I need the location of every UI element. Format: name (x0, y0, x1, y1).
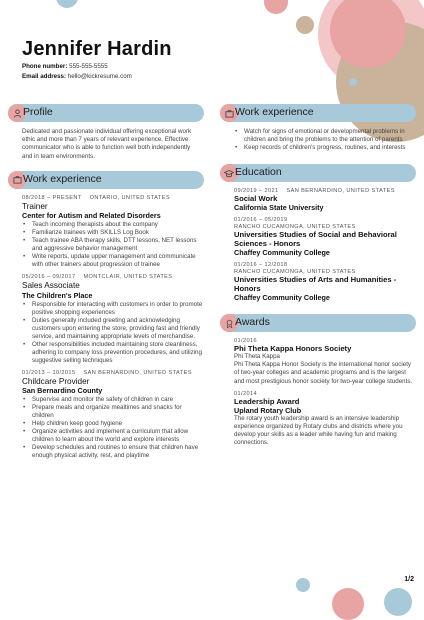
bullet-item: • Help children keep good hygiene (32, 420, 204, 428)
award-item (220, 391, 416, 448)
work-location: MONTCLAIR, UNITED STATES (83, 274, 173, 281)
decor-circle (384, 588, 412, 616)
work-org: The Children's Place (22, 290, 93, 300)
award-name: Leadership Award (234, 396, 300, 406)
work-dates: 08/2018 – PRESENT (22, 194, 82, 201)
contact-info (22, 62, 132, 82)
work-dates: 05/2016 – 09/2017 (22, 274, 76, 281)
section-title: Profile (23, 106, 53, 118)
work-location: ONTARIO, UNITED STATES (89, 194, 170, 201)
section-header-profile (8, 104, 204, 122)
bullet-item: • Develop schedules and routines to ensure that children have enough physical activity, rest, and playtime (32, 444, 204, 460)
section-title: Work experience (235, 106, 314, 118)
work-org: Center for Autism and Related Disorders (22, 211, 161, 221)
award-item (220, 338, 416, 386)
section-header-work-experience (8, 171, 204, 189)
bullet-item: • Watch for signs of emotional or developmental problems in children and bring the problems to the attention of parents (244, 128, 416, 144)
page-number: 1/2 (404, 576, 414, 583)
bullet-item: • Duties generally included greeting and acknowledging customers upon entering the store, providing fast and friendly service, and maintaining appropriate levels of merchandise. (32, 317, 204, 341)
education-dates: 09/2019 – 2021 (234, 188, 279, 194)
work-role: Sales Associate (22, 281, 80, 291)
bullet-item: • Keep records of children's progress, routines, and interests (244, 144, 416, 152)
section-header-awards (220, 314, 416, 332)
decor-circle (349, 78, 357, 86)
section-title: Awards (235, 316, 270, 328)
award-date: 01/2016 (234, 338, 258, 344)
decor-circle (264, 0, 288, 14)
work-role: Childcare Provider (22, 376, 90, 386)
section-title: Work experience (23, 172, 102, 185)
work-item (8, 370, 204, 461)
bullet-item: • Organize activities and implement a curriculum that allow children to learn about the world and explore interests (32, 428, 204, 444)
education-school: Chaffey Community College (234, 248, 330, 257)
education-degree: Social Work (234, 194, 278, 203)
education-school: Chaffey Community College (234, 293, 330, 302)
email-value: hello@kickresume.com (67, 73, 132, 80)
award-description: The rotary youth leadership award is an intensive leadership experience organized by Rotary clubs and districts where you develop your skills as a leader while having fun and making connections. (234, 414, 403, 447)
decor-circle (56, 0, 78, 8)
decor-circle (296, 16, 314, 34)
work-meta (8, 370, 204, 376)
education-item (220, 188, 416, 212)
work-item (8, 195, 204, 270)
work-bullets (220, 128, 416, 152)
bullet-item: • Other responsibilities included maintaining store cleanliness, adhering to company loss prevention procedures, and utilizing suggestive selling techniques (32, 341, 204, 365)
award-name: Phi Theta Kappa Honors Society (234, 344, 352, 353)
education-location: SAN BERNARDINO, UNITED STATES (286, 188, 395, 194)
phone-label: Phone number: (22, 63, 68, 70)
education-item (220, 217, 416, 257)
bullet-item: • Responsible for interacting with customers in order to promote positive shopping experiences (32, 301, 204, 317)
email-label: Email address: (22, 73, 67, 80)
award-description: Phi Theta Kappa Honor Society is the international honor society of two-year colleges and academic programs and is the largest and most prestigious honor society for two-year college students. (234, 361, 413, 385)
section-title: Education (235, 166, 282, 178)
section-header-education (220, 164, 416, 182)
award-org: Phi Theta Kappa (234, 353, 280, 360)
education-item (220, 262, 416, 302)
work-role: Trainer (22, 201, 48, 211)
work-meta (8, 274, 204, 280)
left-column (8, 104, 204, 465)
education-dates: 01/2016 – 12/2018 (234, 262, 288, 268)
section-header-work-experience (220, 104, 416, 122)
work-meta (8, 195, 204, 201)
work-bullets (8, 396, 204, 460)
person-name: Jennifer Hardin (22, 38, 172, 60)
bullet-item: • Supervise and monitor the safety of children in care (32, 396, 204, 404)
education-meta (220, 217, 416, 223)
right-column (220, 104, 416, 453)
bullet-item: • Prepare meals and organize mealtimes and snacks for children (32, 404, 204, 420)
work-bullets (8, 221, 204, 269)
education-meta (220, 262, 416, 268)
decor-circle (296, 578, 310, 592)
award-org: Upland Rotary Club (234, 405, 302, 415)
work-org: San Bernardino County (22, 386, 103, 396)
education-location: RANCHO CUCAMONGA, UNITED STATES (234, 269, 356, 275)
work-location: SAN BERNARDINO, UNITED STATES (83, 369, 192, 376)
education-location: RANCHO CUCAMONGA, UNITED STATES (234, 224, 356, 230)
bullet-item: • Write reports, update upper management and communicate with other trainers about progression of trainee (32, 253, 204, 269)
bullet-item: • Teach incoming therapists about the company (32, 221, 204, 229)
education-dates: 01/2016 – 05/2019 (234, 217, 288, 223)
bullet-item: • Familiarize trainees with SKILLS Log Book (32, 229, 204, 237)
education-degree: Universities Studies of Arts and Humanities - Honors (234, 275, 397, 293)
work-item (8, 274, 204, 365)
phone-value: 555-555-5555 (69, 63, 108, 70)
work-dates: 01/2013 – 10/2015 (22, 369, 76, 376)
profile-text: Dedicated and passionate individual offering exceptional work ethic and more than 7 years of relevant experience. Effective communicator who is able to function well both independently and in team environments. (22, 128, 192, 160)
bullet-item: • Teach trainee ABA therapy skills, DTT lessons, NET lessons and aggressive behavior management (32, 237, 204, 253)
work-bullets (8, 301, 204, 365)
education-degree: Universities Studies of Social and Behavioral Sciences - Honors (234, 230, 397, 248)
decor-circle (332, 588, 364, 620)
award-date: 01/2014 (234, 390, 258, 397)
education-school: California State University (234, 203, 324, 212)
